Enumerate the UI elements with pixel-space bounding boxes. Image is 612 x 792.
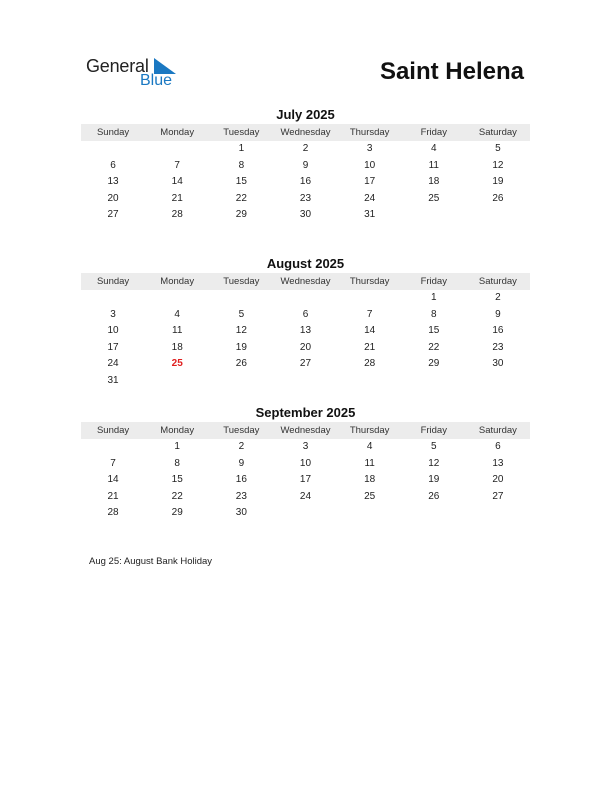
empty-day-cell xyxy=(81,290,145,307)
day-cell: 17 xyxy=(364,176,376,188)
day-cell: 23 xyxy=(492,341,504,353)
day-cell: 24 xyxy=(364,192,376,204)
weekday-label: Friday xyxy=(420,425,447,436)
weekday-label: Monday xyxy=(160,127,195,138)
day-cell: 18 xyxy=(428,176,440,188)
day-cell: 29 xyxy=(428,358,440,370)
day-cell: 8 xyxy=(430,308,437,320)
weekday-label: Tuesday xyxy=(223,276,260,287)
day-cell: 21 xyxy=(364,341,376,353)
weekday-header xyxy=(81,273,530,290)
day-cell: 30 xyxy=(492,358,504,370)
day-cell: 4 xyxy=(174,308,180,320)
day-cell: 16 xyxy=(235,474,247,486)
day-cell: 31 xyxy=(364,209,376,221)
weekday-label: Wednesday xyxy=(280,276,331,287)
day-cell: 16 xyxy=(492,325,504,337)
day-cell: 15 xyxy=(428,325,440,337)
weekday-label: Thursday xyxy=(349,127,390,138)
day-cell: 30 xyxy=(235,507,247,519)
day-cell: 19 xyxy=(428,474,440,486)
day-cell: 8 xyxy=(238,159,245,171)
day-cell: 18 xyxy=(171,341,183,353)
day-cell: 23 xyxy=(235,490,247,502)
day-cell: 19 xyxy=(492,176,504,188)
day-cell: 25 xyxy=(364,490,376,502)
day-cell: 2 xyxy=(495,292,501,303)
day-cell: 7 xyxy=(366,308,373,320)
weekday-label: Tuesday xyxy=(223,127,260,138)
day-cell: 23 xyxy=(299,192,312,204)
empty-day-cell xyxy=(81,439,145,456)
weekday-header xyxy=(81,422,530,439)
day-cell: 28 xyxy=(171,209,183,221)
day-cell: 24 xyxy=(299,490,312,502)
day-cell: 11 xyxy=(172,325,183,337)
day-cell: 14 xyxy=(171,176,183,188)
day-cell: 20 xyxy=(107,192,119,204)
logo-general-text: General xyxy=(86,56,149,76)
day-cell: 27 xyxy=(492,490,504,502)
day-cell: 1 xyxy=(174,441,180,452)
weekday-label: Monday xyxy=(160,276,195,287)
day-cell: 3 xyxy=(366,143,373,154)
empty-day-cell xyxy=(273,290,337,307)
day-cell: 28 xyxy=(107,507,119,519)
day-cell: 3 xyxy=(110,308,116,320)
day-cell: 12 xyxy=(492,159,504,171)
day-cell: 9 xyxy=(302,159,309,171)
day-cell: 24 xyxy=(107,358,119,370)
month-august xyxy=(81,255,530,390)
day-cell: 29 xyxy=(235,209,247,221)
weekday-label: Thursday xyxy=(349,276,390,287)
logo-blue-text: Blue xyxy=(140,72,173,89)
day-cell: 1 xyxy=(430,292,437,303)
day-cell: 11 xyxy=(428,159,439,171)
weekday-label: Saturday xyxy=(478,127,517,138)
month-title: September 2025 xyxy=(255,405,356,420)
day-cell: 5 xyxy=(430,441,437,452)
month-title: August 2025 xyxy=(266,256,345,271)
day-cell: 5 xyxy=(238,308,245,320)
empty-day-cell xyxy=(338,290,402,307)
day-cell: 19 xyxy=(235,341,247,353)
day-cell: 5 xyxy=(495,143,501,154)
weekday-label: Tuesday xyxy=(223,425,260,436)
day-cell: 10 xyxy=(364,159,376,171)
empty-day-cell xyxy=(145,141,209,158)
day-cell: 29 xyxy=(171,507,183,519)
holiday-note: Aug 25: August Bank Holiday xyxy=(89,556,213,567)
day-cell: 15 xyxy=(235,176,247,188)
day-cell: 6 xyxy=(495,441,501,452)
day-cell: 26 xyxy=(428,490,440,502)
weekday-label: Wednesday xyxy=(280,127,331,138)
weekday-label: Sunday xyxy=(96,425,130,436)
weekday-label: Saturday xyxy=(478,276,517,287)
day-cell: 15 xyxy=(171,474,183,486)
day-cell: 22 xyxy=(171,490,183,502)
day-cell: 6 xyxy=(110,159,116,171)
days-grid xyxy=(81,290,530,390)
day-cell: 4 xyxy=(366,441,373,452)
weekday-label: Thursday xyxy=(349,425,390,436)
day-cell: 30 xyxy=(299,209,312,221)
empty-day-cell xyxy=(81,141,145,158)
day-cell: 7 xyxy=(174,159,180,171)
day-cell: 13 xyxy=(299,325,312,337)
day-cell: 12 xyxy=(235,325,247,337)
weekday-label: Monday xyxy=(160,425,195,436)
weekday-label: Friday xyxy=(420,127,447,138)
weekday-label: Sunday xyxy=(96,127,130,138)
holiday-notes xyxy=(89,556,212,567)
day-cell: 25 xyxy=(428,192,440,204)
day-cell: 22 xyxy=(428,341,440,353)
day-cell: 3 xyxy=(302,441,309,452)
day-cell: 7 xyxy=(110,457,116,469)
day-cell: 12 xyxy=(428,457,440,469)
day-cell: 28 xyxy=(364,358,376,370)
day-cell: 26 xyxy=(492,192,504,204)
day-cell: 26 xyxy=(235,358,247,370)
day-cell: 9 xyxy=(238,457,245,469)
weekday-label: Friday xyxy=(420,276,447,287)
day-cell: 10 xyxy=(107,325,119,337)
day-cell: 21 xyxy=(171,192,183,204)
day-cell: 2 xyxy=(302,143,309,154)
day-cell: 8 xyxy=(174,457,180,469)
day-cell: 11 xyxy=(364,457,375,469)
day-cell: 18 xyxy=(364,474,376,486)
empty-day-cell xyxy=(145,290,209,307)
weekday-header xyxy=(81,124,530,141)
day-cell: 20 xyxy=(299,341,312,353)
day-cell: 22 xyxy=(235,192,247,204)
day-cell: 21 xyxy=(107,490,119,502)
page-title: Saint Helena xyxy=(379,58,524,85)
day-cell: 13 xyxy=(107,176,119,188)
day-cell: 4 xyxy=(430,143,437,154)
day-cell: 6 xyxy=(302,308,309,320)
day-cell: 9 xyxy=(495,308,501,320)
day-cell: 31 xyxy=(107,374,119,386)
weekday-label: Saturday xyxy=(478,425,517,436)
day-cell: 17 xyxy=(107,341,119,353)
month-title: July 2025 xyxy=(276,107,335,122)
days-grid xyxy=(81,141,530,224)
day-cell: 13 xyxy=(492,457,504,469)
month-september xyxy=(81,404,530,522)
day-cell: 27 xyxy=(107,209,119,221)
month-july xyxy=(81,106,530,224)
day-cell: 14 xyxy=(107,474,119,486)
days-grid xyxy=(81,439,530,522)
weekday-label: Sunday xyxy=(96,276,130,287)
day-cell: 16 xyxy=(299,176,312,188)
day-cell: 14 xyxy=(364,325,376,337)
day-cell: 2 xyxy=(238,441,245,452)
weekday-label: Wednesday xyxy=(280,425,331,436)
day-cell: 27 xyxy=(299,358,312,370)
holiday-day-cell: 25 xyxy=(171,358,183,370)
day-cell: 1 xyxy=(238,143,245,154)
day-cell: 20 xyxy=(492,474,504,486)
day-cell: 10 xyxy=(299,457,312,469)
general-blue-logo xyxy=(86,56,196,96)
empty-day-cell xyxy=(209,290,273,307)
day-cell: 17 xyxy=(299,474,312,486)
